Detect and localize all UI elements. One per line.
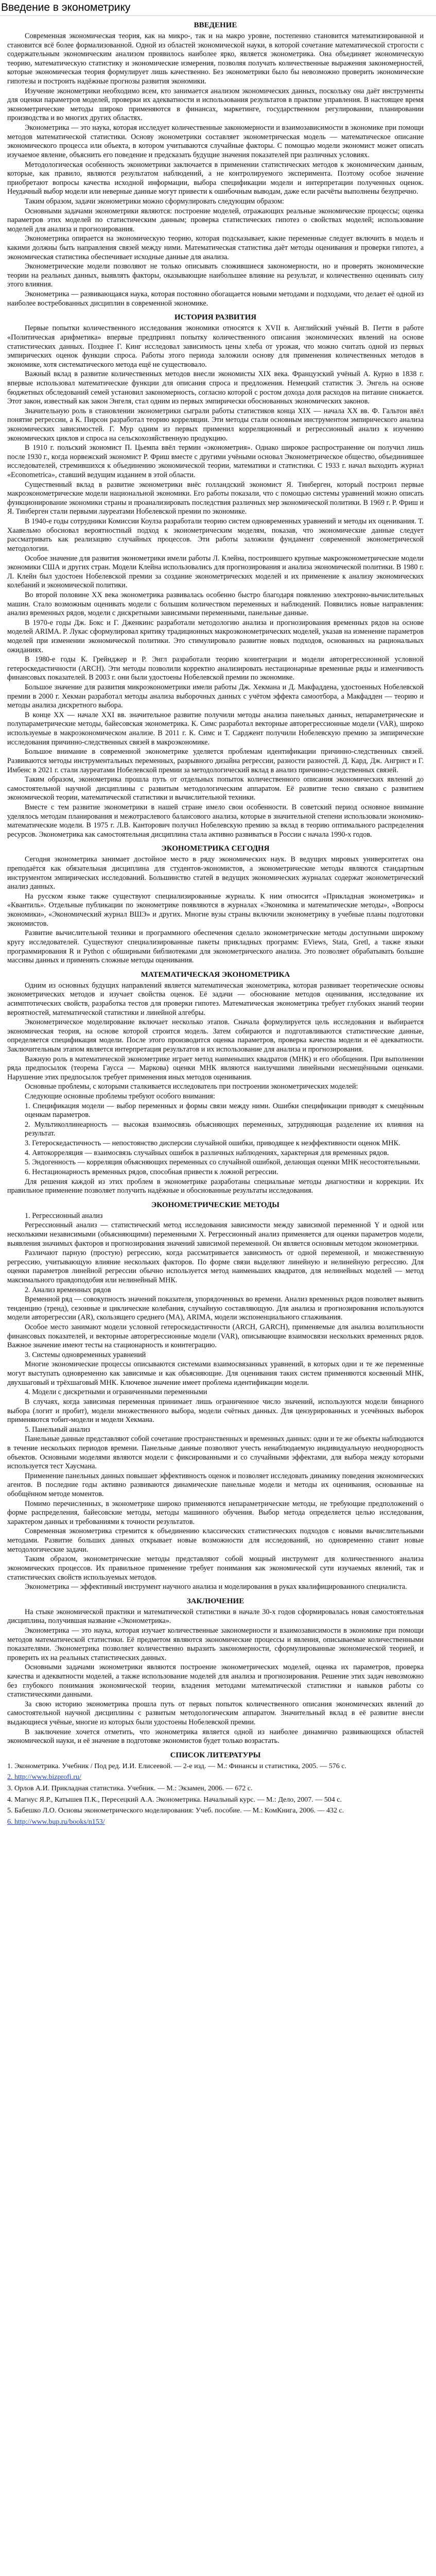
paragraph: Эконометрическое моделирование включает несколько этапов. Сначала формулируется цель исследования и выбирается экономическая теория, на основе которой строится модель. Затем собираются и подготавливаются статистические данные, определяется спецификация модели. После этого производится оценка параметров, проверка качества модели и её адекватности. Заключительным этапом является интерпретация результатов и их использование для анализа и прогнозирования. — [7, 1018, 424, 1054]
section-0 — [7, 21, 424, 308]
section-2 — [7, 844, 424, 965]
paragraph: Особое место занимают модели условной гетероскедастичности (ARCH, GARCH), применяемые для анализа волатильности финансовых показателей, и векторные авторегрессионные модели (VAR), описывающие взаимосвязи нескольких временных рядов. Важное значение имеют тесты на стационарность и коинтеграцию. — [7, 1323, 424, 1350]
subsection-label: 1. Регрессионный анализ — [25, 1211, 103, 1220]
paragraph: Следующие основные проблемы требуют особого внимания: — [25, 1092, 215, 1101]
reference-item: 1. Эконометрика. Учебник / Под ред. И.И. Елисеевой. — 2-е изд. — М.: Финансы и статистика, 2005. — 576 с. — [7, 1762, 347, 1770]
section-1 — [7, 313, 424, 839]
reference-item: 4. Магнус Я.Р., Катышев П.К., Пересецкий А.А. Эконометрика. Начальный курс. — М.: Дело, 2007. — 504 с. — [7, 1795, 342, 1804]
paragraph: Многие экономические процессы описываются системами взаимосвязанных уравнений, в которых одни и те же переменные могут выступать одновременно как зависимые и как объясняющие. Для оценивания таких систем применяются косвенный МНК, двухшаговый и трёхшаговый МНК. Ключевое значение имеет проблема идентификации модели. — [7, 1360, 424, 1387]
paragraph: В 1910 г. польский экономист П. Цьемпа ввёл термин «эконометрия». Однако широкое распространение он получил лишь после 1930 г., когда норвежский экономист Р. Фриш вместе с другими учёными основал Эконометрическое общество, объединившее исследователей, стремившихся к объединению экономической теории, математики и статистики. С 1933 г. начал выходить журнал «Econometrica», ставший ведущим изданием в этой области. — [7, 444, 424, 480]
paragraph: Во второй половине XX века эконометрика развивалась особенно быстро благодаря появлению электронно-вычислительных машин. Стало возможным оценивать модели с большим количеством переменных и наблюдений. Появились новые направления: анализ временных рядов, модели с дискретными зависимыми переменными, панельные данные. — [7, 590, 424, 618]
paragraph: Помимо перечисленных, в эконометрике широко применяются непараметрические методы, не требующие предположений о форме распределения, байесовские методы, методы машинного обучения. Выбор метода определяется целью исследования, характером данных и требованиями к точности результатов. — [7, 1499, 424, 1526]
paragraph: Современная экономическая теория, как на микро-, так и на макро уровне, постепенно становится математизированной и становится всё более формализованной. Одной из областей экономической науки, в которой сочетание математической строгости с содержательным экономическим анализом проявилось наиболее ярко, является эконометрика. Она объединяет экономическую теорию, математическую статистику и экономические измерения, позволяя получать количественные выражения закономерностей, которые экономическая теория формулирует лишь качественно. Без эконометрики было бы невозможно проверить экономические гипотезы и построить надёжные прогнозы развития экономики. — [7, 32, 424, 86]
paragraph: Значительную роль в становлении эконометрики сыграли работы статистиков конца XIX — начала XX вв. Ф. Гальтон ввёл понятие регрессии, а К. Пирсон разработал теорию корреляции. Эти методы стали основным инструментом эмпирического анализа экономических зависимостей. Г. Мур одним из первых применил корреляционный и регрессионный анализ к изучению экономических циклов и спроса на сельскохозяйственную продукцию. — [7, 406, 424, 443]
reference-item: 3. Орлов А.И. Прикладная статистика. Учебник. — М.: Экзамен, 2006. — 672 с. — [7, 1785, 253, 1793]
paragraph: Эконометрика — это наука, которая изучает количественные закономерности и взаимозависимости в экономике при помощи методов математической статистики. Её предметом являются экономические процессы и явления, описываемые количественными показателями. Эконометрика позволяет количественно выразить закономерности, сформулированные экономической теорией, и проверить их на реальных статистических данных. — [7, 1626, 424, 1662]
section-heading: СПИСОК ЛИТЕРАТУРЫ — [170, 1751, 261, 1759]
paragraph: Особое значение для развития эконометрики имели работы Л. Клейна, построившего крупные макроэконометрические модели экономики США и других стран. Модели Клейна использовались для прогнозирования и анализа экономической политики. В 1980 г. Л. Клейн был удостоен Нобелевской премии за создание эконометрических моделей и их применение к анализу экономических колебаний и экономической политики. — [7, 554, 424, 590]
paragraph: Применение панельных данных повышает эффективность оценок и позволяет исследовать динамику поведения экономических агентов. В последние годы активно развиваются динамические панельные модели и методы их оценивания, основанные на обобщённом методе моментов. — [7, 1471, 424, 1499]
paragraph: Методологическая особенность эконометрики заключается в применении статистических методов к экономическим данным, которые, как правило, являются результатом наблюдений, а не контролируемого эксперимента. Поэтому особое значение приобретают вопросы качества исходной информации, выбора спецификации модели и интерпретации полученных оценок. Неудачный выбор модели или неверные данные могут привести к ошибочным выводам, даже если расчёты выполнены безупречно. — [7, 160, 424, 196]
paragraph: Современная эконометрика стремится к объединению классических статистических подходов с новыми вычислительными методами. Развитие больших данных открывает новые возможности для исследований, но одновременно ставит новые методологические задачи. — [7, 1527, 424, 1554]
document-body — [0, 21, 436, 1827]
paragraph: Изучение эконометрики необходимо всем, кто занимается анализом экономических данных, поскольку она даёт инструменты для оценки параметров моделей, проверки их адекватности и использования результатов в практике управления. В настоящее время эконометрические методы широко применяются в финансах, маркетинге, государственном регулировании, планировании производства и во многих других областях. — [7, 87, 424, 123]
section-6 — [7, 1751, 424, 1827]
paragraph: Вместе с тем развитие эконометрики в нашей стране имело свои особенности. В советский период основное внимание уделялось методам планирования и межотраслевого балансового анализа, которые в значительной степени использовали экономико-математические модели. В 1975 г. Л.В. Канторович получил Нобелевскую премию за вклад в теорию оптимального распределения ресурсов. Эконометрика как самостоятельная дисциплина стала активно развиваться в России с начала 1990-х годов. — [7, 803, 424, 839]
paragraph: Одним из основных будущих направлений является математическая эконометрика, которая развивает теоретические основы эконометрических методов и изучает свойства оценок. Её задачи — обоснование методов оценивания, исследование их асимптотических свойств, разработка тестов для проверки гипотез. Математическая эконометрика требует глубоких знаний теории вероятностей, математической статистики и линейной алгебры. — [7, 981, 424, 1017]
title-divider — [0, 15, 436, 16]
paragraph: За свою историю эконометрика прошла путь от первых попыток количественного описания экономических явлений до самостоятельной научной дисциплины с развитым методологическим аппаратом. Значительный вклад в её развитие внесли выдающиеся учёные, многие из которых были удостоены Нобелевской премии. — [7, 1700, 424, 1727]
paragraph: Большое значение для развития микроэконометрики имели работы Дж. Хекмана и Д. Макфаддена, удостоенных Нобелевской премии в 2000 г. Хекман разработал методы анализа выборочных данных с учётом эффекта самоотбора, а Макфадден — теорию и методы анализа дискретного выбора. — [7, 683, 424, 710]
reference-list — [7, 1762, 424, 1827]
paragraph: Основные проблемы, с которыми сталкивается исследователь при построении эконометрических моделей: — [25, 1082, 358, 1091]
paragraph: Эконометрика — развивающаяся наука, которая постоянно обогащается новыми методами и подходами, что делает её одной из наиболее востребованных дисциплин в современной экономике. — [7, 290, 424, 308]
paragraph: В конце XX — начале XXI вв. значительное развитие получили методы анализа панельных данных, непараметрические и полупараметрические методы, байесовская эконометрика. К. Симс разработал векторные авторегрессионные модели (VAR), широко используемые в макроэкономическом анализе. В 2011 г. К. Симс и Т. Сарджент получили Нобелевскую премию за эмпирические исследования причинно-следственных связей в макроэкономике. — [7, 710, 424, 747]
numbered-item: 2. Мультиколлинеарность — высокая взаимосвязь объясняющих переменных, затрудняющая разделение их влияния на результат. — [25, 1120, 424, 1138]
reference-item: 5. Бабешко Л.О. Основы эконометрического моделирования: Учеб. пособие. — М.: КомКнига, 2006. — 432 с. — [7, 1807, 344, 1815]
paragraph: На стыке экономической практики и математической статистики в начале 30-х годов сформировалась новая самостоятельная дисциплина, получившая название «Эконометрика». — [7, 1607, 424, 1625]
paragraph: Таким образом, эконометрические методы представляют собой мощный инструмент для количественного анализа экономических процессов. Их правильное применение требует понимания как экономической сути изучаемых явлений, так и статистических свойств используемых методов. — [7, 1555, 424, 1582]
subsection-label: 2. Анализ временных рядов — [25, 1285, 111, 1294]
paragraph: В 1940-е годы сотрудники Комиссии Коулза разработали теорию систем одновременных уравнений и методы их оценивания. Т. Хаавельмо обосновал вероятностный подход к эконометрическим моделям, показав, что экономические данные следует рассматривать как реализацию случайных процессов. Эти работы заложили фундамент современной эконометрической методологии. — [7, 517, 424, 553]
paragraph: Временной ряд — совокупность значений показателя, упорядоченных во времени. Анализ временных рядов позволяет выявить тенденцию (тренд), сезонные и циклические колебания, случайную составляющую. Для анализа и прогнозирования используются модели авторегрессии (AR), скользящего среднего (MA), ARIMA, модели экспоненциального сглаживания. — [7, 1295, 424, 1322]
paragraph: Основными задачами эконометрики являются: построение моделей, отражающих реальные экономические процессы; оценка параметров этих моделей по статистическим данным; проверка статистических гипотез о свойствах моделей; использование моделей для анализа и прогнозирования. — [7, 207, 424, 233]
page-title: Введение в эконометрику — [1, 2, 131, 13]
paragraph: Различают парную (простую) регрессию, когда рассматривается зависимость от одной переменной, и множественную регрессию, учитывающую влияние нескольких факторов. По форме связи выделяют линейную и нелинейную регрессию. Для оценки параметров линейной регрессии обычно используется метод наименьших квадратов, для нелинейных моделей — метод максимального правдоподобия или нелинейный МНК. — [7, 1249, 424, 1284]
section-heading: ВВЕДЕНИЕ — [194, 21, 237, 29]
subsection-label: 4. Модели с дискретными и ограниченными переменными — [25, 1388, 207, 1397]
section-5 — [7, 1597, 424, 1746]
numbered-item: 5. Эндогенность — корреляция объясняющих переменных со случайной ошибкой, делающая оценки МНК несостоятельными. — [25, 1158, 421, 1167]
numbered-item: 4. Автокорреляция — взаимосвязь случайных ошибок в различных наблюдениях, характерная для временных рядов. — [25, 1148, 389, 1157]
paragraph: Большое внимание в современной эконометрике уделяется проблемам идентификации причинно-следственных связей. Развиваются методы инструментальных переменных, разрывного дизайна регрессии, разности разностей. Д. Кард, Дж. Ангрист и Г. Имбенс в 2021 г. стали лауреатами Нобелевской премии за методологический вклад в анализ причинно-следственных связей. — [7, 748, 424, 774]
paragraph: В 1970-е годы Дж. Бокс и Г. Дженкинс разработали методологию анализа и прогнозирования временных рядов на основе моделей ARIMA. Р. Лукас сформулировал критику традиционных макроэконометрических моделей, указав на изменение параметров моделей при изменении экономической политики. Это стимулировало развитие новых подходов, основанных на рациональных ожиданиях. — [7, 618, 424, 654]
section-heading: ИСТОРИЯ РАЗВИТИЯ — [174, 313, 257, 322]
paragraph: Важную роль в математической эконометрике играет метод наименьших квадратов (МНК) и его обобщения. При выполнении ряда предпосылок (теорема Гаусса — Маркова) оценки МНК являются наилучшими линейными несмещёнными оценками. Нарушение этих предпосылок требует применения иных методов оценивания. — [7, 1055, 424, 1081]
paragraph: В случаях, когда зависимая переменная принимает лишь ограниченное число значений, используются модели бинарного выбора (логит и пробит), модели множественного выбора, модели счётных данных. Для цензурированных и усечённых выборок применяются тобит-модели и модели Хекмана. — [7, 1397, 424, 1425]
reference-link[interactable]: 6. http://www.bup.ru/books/n153/ — [7, 1818, 105, 1826]
paragraph: Эконометрика опирается на экономическую теорию, которая подсказывает, какие переменные следует включить в модель и какими должны быть направления связей между ними. Математическая статистика даёт методы оценивания и проверки гипотез, а экономическая статистика обеспечивает исходные данные для анализа. — [7, 234, 424, 261]
section-heading: ЭКОНОМЕТРИЧЕСКИЕ МЕТОДЫ — [151, 1200, 280, 1209]
section-heading: МАТЕМАТИЧЕСКАЯ ЭКОНОМЕТРИКА — [141, 970, 290, 979]
paragraph: Для решения каждой из этих проблем в эконометрике разработаны специальные методы диагностики и коррекции. Их правильное применение позволяет получить надёжные и обоснованные результаты исследования. — [7, 1177, 424, 1195]
paragraph: Таким образом, задачи эконометрики можно сформулировать следующим образом: — [25, 197, 284, 206]
reference-link[interactable]: 2. http://www.bizprofi.ru/ — [7, 1773, 81, 1782]
section-heading: ЗАКЛЮЧЕНИЕ — [186, 1597, 245, 1605]
paragraph: В 1980-е годы К. Грейнджер и Р. Энгл разработали теорию коинтеграции и модели авторегрессионной условной гетероскедастичности (ARCH). Эти методы позволили корректно анализировать нестационарные временные ряды и изменчивость финансовых показателей. В 2003 г. они были удостоены Нобелевской премии по экономике. — [7, 655, 424, 682]
paragraph: Важный вклад в развитие количественных методов внесли экономисты XIX века. Французский учёный А. Курно в 1838 г. впервые использовал математические функции для описания спроса и предложения. Немецкий статистик Э. Энгель на основе бюджетных обследований семей установил закономерность, согласно которой с ростом дохода доля расходов на питание снижается. Этот закон, известный как закон Энгеля, стал одним из первых эмпирически обоснованных экономических законов. — [7, 370, 424, 406]
paragraph: Эконометрика — эффективный инструмент научного анализа и моделирования в руках квалифицированного специалиста. — [25, 1583, 407, 1591]
paragraph: Развитие вычислительной техники и программного обеспечения сделало эконометрические методы доступными широкому кругу исследователей. Существуют специализированные пакеты прикладных программ: EViews, Stata, Gretl, а также языки программирования R и Python с обширными библиотеками для эконометрического анализа. Это позволяет обрабатывать большие массивы данных и применять сложные методы оценивания. — [7, 929, 424, 965]
paragraph: Эконометрика — это наука, которая исследует количественные закономерности и взаимозависимости в экономике при помощи методов математической статистики. Основу эконометрики составляет эконометрическая модель — математическое описание экономического процесса или объекта, в котором учитываются случайные факторы. С помощью модели экономист может описать изучаемое явление, объяснить его поведение и предсказать будущие значения показателей при различных условиях. — [7, 124, 424, 159]
paragraph: Таким образом, эконометрика прошла путь от отдельных попыток количественного описания экономических явлений до самостоятельной научной дисциплины с развитым методологическим аппаратом. Её развитие тесно связано с развитием экономической теории, математической статистики и вычислительной техники. — [7, 775, 424, 802]
paragraph: В заключение хочется отметить, что эконометрика является одной из наиболее динамично развивающихся областей экономической науки, и её значение в подготовке экономистов будет только возрастать. — [7, 1727, 424, 1745]
paragraph: На русском языке также существуют специализированные журналы. К ним относится «Прикладная эконометрика» и «Квантиль». Отдельные публикации по эконометрике появляются в журналах «Экономика и математические методы», «Вопросы экономики», «Экономический журнал ВШЭ» и других. Многие вузы страны включили эконометрику в учебные планы подготовки экономистов. — [7, 892, 424, 928]
subsection-label: 5. Панельный анализ — [25, 1425, 91, 1434]
paragraph: Первые попытки количественного исследования экономики относятся к XVII в. Английский учёный В. Петти в работе «Политическая арифметика» впервые предпринял попытку количественного описания экономических явлений на основе статистических данных. Позднее Г. Кинг исследовал зависимость цены хлеба от урожая, что можно считать одной из первых эмпирических оценок функции спроса. Работы этого периода заложили основу для применения количественных методов в экономике, хотя систематического метода ещё не существовало. — [7, 324, 424, 369]
section-4 — [7, 1201, 424, 1592]
numbered-item: 1. Спецификация модели — выбор переменных и формы связи между ними. Ошибки спецификации приводят к смещённым оценкам параметров. — [25, 1101, 424, 1120]
paragraph: Эконометрические модели позволяют не только описывать сложившиеся закономерности, но и проверять экономические теории на реальных данных, выявлять факторы, оказывающие наибольшее влияние на результат, и количественно оценивать силу этого влияния. — [7, 262, 424, 289]
section-heading: ЭКОНОМЕТРИКА СЕГОДНЯ — [161, 844, 270, 853]
numbered-item: 6. Нестационарность временных рядов, способная привести к ложной регрессии. — [25, 1167, 278, 1176]
paragraph: Основными задачами эконометрики являются построение эконометрических моделей, оценка их параметров, проверка качества и адекватности моделей, а также использование моделей для анализа и прогнозирования. Решение этих задач невозможно без глубокого понимания экономической теории, владения методами математической статистики и навыков работы со статистическими данными. — [7, 1663, 424, 1699]
numbered-item: 3. Гетероскедастичность — непостоянство дисперсии случайной ошибки, приводящее к неэффективности оценок МНК. — [25, 1139, 400, 1148]
subsection-label: 3. Системы одновременных уравнений — [25, 1350, 146, 1359]
paragraph: Регрессионный анализ — статистический метод исследования зависимости между зависимой переменной Y и одной или несколькими независимыми (объясняющими) переменными X. Регрессионный анализ применяется для оценки параметров модели, выявления значимых факторов и прогнозирования значений зависимой переменной. Он является основным методом эконометрики. — [7, 1221, 424, 1248]
paragraph: Сегодня эконометрика занимает достойное место в ряду экономических наук. В ведущих мировых университетах она преподаётся как обязательная дисциплина для студентов-экономистов, а эконометрические методы являются стандартным инструментом эмпирических исследований. Большинство статей в ведущих экономических журналах содержат эконометрический анализ данных. — [7, 855, 424, 891]
paragraph: Панельные данные представляют собой сочетание пространственных и временных данных: одни и те же объекты наблюдаются в течение нескольких периодов времени. Панельные данные позволяют учесть ненаблюдаемую индивидуальную неоднородность объектов. Основными моделями являются модели с фиксированными и со случайными эффектами, для выбора между которыми используется тест Хаусмана. — [7, 1435, 424, 1471]
paragraph: Существенный вклад в развитие эконометрики внёс голландский экономист Я. Тинберген, который построил первые макроэконометрические модели национальной экономики. Его работы показали, что с помощью системы уравнений можно описать функционирование экономики страны и проанализировать последствия различных мер экономической политики. В 1969 г. Р. Фриш и Я. Тинберген стали первыми лауреатами Нобелевской премии по экономике. — [7, 480, 424, 516]
section-3 — [7, 971, 424, 1196]
